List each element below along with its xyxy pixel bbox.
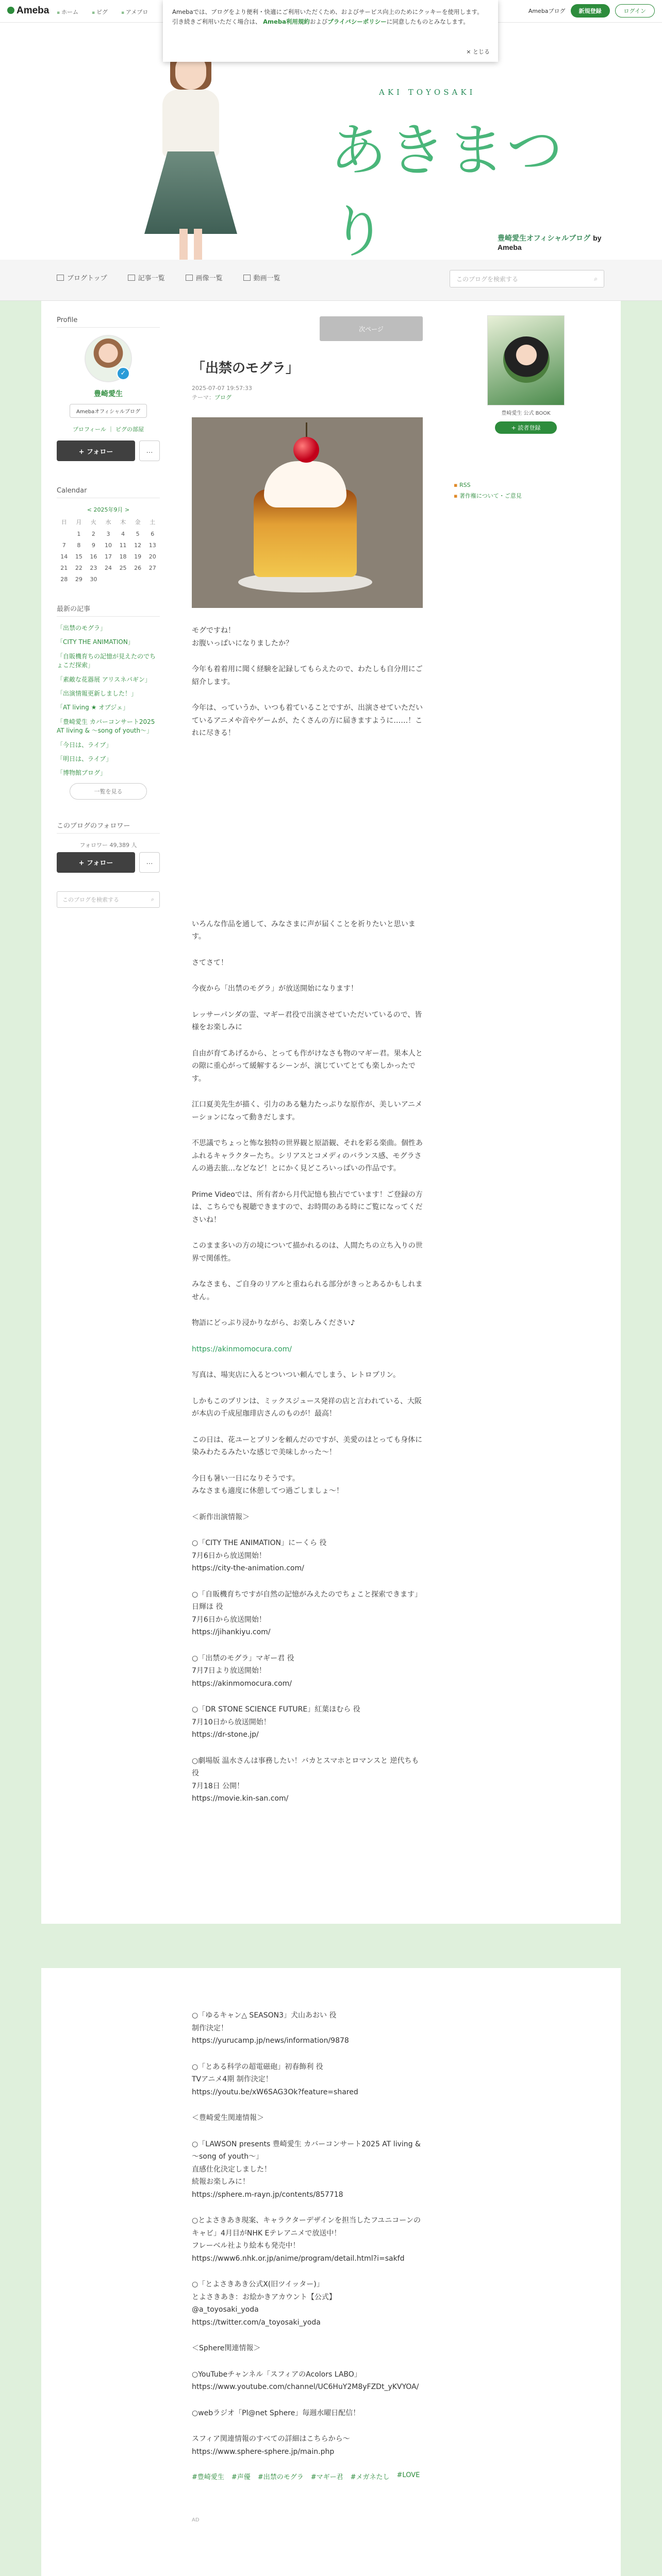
- recent-article-link[interactable]: 「博物館ブログ」: [57, 769, 107, 777]
- follow-button-2[interactable]: + フォロー: [57, 852, 135, 873]
- search-icon[interactable]: ⌕: [594, 275, 598, 282]
- top-nav: [57, 8, 148, 16]
- top-nav-pigg[interactable]: ▪ ピグ: [92, 8, 108, 16]
- right-column: [454, 315, 598, 502]
- more-button[interactable]: …: [139, 440, 160, 461]
- rss-block: [454, 480, 598, 502]
- cookie-and: および: [309, 18, 328, 25]
- rss-link[interactable]: ▪ RSS: [454, 482, 471, 488]
- blog-nav: [0, 260, 662, 301]
- official-badge: Amebaオフィシャルブログ: [70, 404, 147, 418]
- calendar-day[interactable]: 29: [75, 576, 82, 583]
- profile-name[interactable]: 豊崎愛生: [94, 390, 123, 398]
- article-photo[interactable]: [192, 417, 423, 608]
- calendar-day[interactable]: 23: [90, 565, 97, 571]
- sidebar-search-input[interactable]: [57, 891, 160, 908]
- calendar-day[interactable]: 27: [148, 565, 156, 571]
- followers-count: フォロワー 49,389 人: [79, 841, 137, 849]
- article-paragraph: みなさまも、ご自身のリアルと重ねられる部分がきっとあるかもしれません。: [192, 1280, 423, 1301]
- calendar-dow: 木: [120, 519, 126, 526]
- article-paragraph: 今日も暑い一日になりそうです。 みなさまも適度に休憩してつ過ごしましょ～！: [192, 1474, 343, 1496]
- calendar-day[interactable]: 21: [60, 565, 68, 571]
- recent-article-link[interactable]: 「CITY THE ANIMATION」: [57, 638, 134, 646]
- calendar-day: [57, 531, 72, 537]
- article-paragraph: 今夜から「出禁のモグラ」が放送開始になります！: [192, 985, 358, 993]
- article-paragraph: いろんな作品を通して、みなさまに声が届くことを祈りたいと思います。: [192, 920, 416, 941]
- calendar-day[interactable]: 22: [75, 565, 82, 571]
- article-paragraph: 不思議でちょっと怖な独特の世界観と原語観、それを彩る楽曲。個性あふれるキャラクターたち。シリアスとコメディのバランス感、モグラさんの過去旅…などなど！とにかく見どころいっぱいの作品です。: [192, 1139, 423, 1173]
- top-nav-home[interactable]: ▪ ホーム: [57, 8, 78, 16]
- hashtag-link[interactable]: #声優: [231, 2473, 251, 2481]
- recent-article-link[interactable]: 「豊崎愛生 カバーコンサート2025 AT living & ～song of youth～」: [57, 718, 155, 735]
- article-paragraph: スフィア関連情報のすべての詳細はこちらから～ https://www.sphere-sphere.jp/main.php: [192, 2435, 350, 2456]
- calendar-day[interactable]: 28: [60, 576, 68, 583]
- signup-button[interactable]: 新規登録: [571, 4, 610, 18]
- article-paragraph: 今年は、っていうか、いつも着ていることですが、出演させていただいているアニメや音やゲームが、たくさんの方に届きますように……！これに尽きる！: [192, 704, 423, 738]
- calendar-day[interactable]: 10: [104, 542, 112, 549]
- calendar-dow: 土: [150, 519, 156, 526]
- calendar-day[interactable]: 20: [148, 553, 156, 560]
- nav-images[interactable]: 画像一覧: [186, 273, 223, 282]
- calendar-dow: 水: [105, 519, 111, 526]
- ameba-blog-link[interactable]: Amebaブログ: [528, 8, 566, 14]
- recent-head: 最新の記事: [57, 603, 160, 617]
- calendar-day[interactable]: 5: [136, 531, 140, 537]
- calendar-head: Calendar: [57, 487, 160, 498]
- top-right: [528, 4, 655, 18]
- calendar-month[interactable]: < 2025年9月 >: [87, 506, 130, 513]
- article-paragraph: ○「出禁のモグラ」マギー君 役 7月7日より放送開始！ https://akinmomocura.com/: [192, 1654, 294, 1688]
- article-paragraph: この日は、花ユーとプリンを頼んだのですが、美愛のはとっても身体に染みわたるみたいな感じで美味しかった～！: [192, 1435, 423, 1457]
- calendar-day[interactable]: 19: [134, 553, 142, 560]
- article-paragraph: 今年も着着用に聞く経験を記録してもらえたので、わたしも自分用にご紹介します。: [192, 665, 423, 686]
- recent-article-link[interactable]: 「出禁のモグラ」: [57, 624, 107, 632]
- hashtag-link[interactable]: #LOVE: [396, 2471, 420, 2479]
- article-title: 「出禁のモグラ」: [192, 361, 300, 376]
- calendar-day[interactable]: 11: [119, 542, 127, 549]
- calendar-day[interactable]: 14: [60, 553, 68, 560]
- header-subtitle: AKI TOYOSAKI: [379, 88, 476, 97]
- page-content: [41, 301, 621, 1924]
- calendar-day[interactable]: 30: [90, 576, 97, 583]
- article-paragraph: 自由が育てあげるから、とっても作がけなさも物のマギー君。果本人との隙に重心がって緩解するシーンが、演じていてとても楽しかったです。: [192, 1049, 423, 1083]
- terms-link[interactable]: Ameba利用規約: [263, 18, 310, 25]
- calendar-day[interactable]: 1: [77, 531, 81, 537]
- blog-search-input[interactable]: [450, 270, 604, 287]
- article-paragraph: ＜豊崎愛生関連情報＞: [192, 2114, 264, 2122]
- calendar-day[interactable]: 4: [121, 531, 125, 537]
- calendar-day[interactable]: 12: [134, 542, 142, 549]
- article-paragraph: レッサーパンダの霊、マギー君役で出演させていただいているので、皆様をお楽しみに: [192, 1010, 422, 1032]
- article-paragraph: ○「DR STONE SCIENCE FUTURE」紅葉ほむら 役 7月10日から放送開始！ https://dr-stone.jp/: [192, 1705, 360, 1739]
- article-paragraph: ＜新作出演情報＞: [192, 1513, 250, 1521]
- calendar-day[interactable]: 16: [90, 553, 97, 560]
- article-paragraph: さてさて！: [192, 958, 228, 967]
- search-icon[interactable]: ⌕: [151, 895, 154, 903]
- recent-article-link[interactable]: 「素敵な花器展 アリスネパギン」: [57, 675, 151, 683]
- article-cont: [192, 2009, 423, 2523]
- article-paragraph: ○劇場版 温水さんは事務したい！バカとスマホとロマンスと 逆代ちも 役 7月18日 公開！ https://movie.kin-san.com/: [192, 1756, 419, 1803]
- article-paragraph: ○「ゆるキャン△ SEASON3」犬山あおい 役 制作決定！ https://yurucamp.jp/news/information/9878: [192, 2011, 349, 2045]
- cookie-banner: [163, 0, 498, 62]
- nav-blog-top[interactable]: ブログトップ: [57, 273, 107, 282]
- article-paragraph: ＜Sphere関連情報＞: [192, 2344, 261, 2352]
- article-paragraph: ○とよさきあき現案、キャラクターデザインを担当したフユニコーンのキャビ」4月目がNHK Eテレアニメで放送中！ フレーベル社より絵本も発売中！ https://www6.nhk.or.jp/anime/program/detail.html?i=sakfd: [192, 2216, 421, 2263]
- calendar-day[interactable]: 7: [62, 542, 66, 549]
- calendar-day[interactable]: 17: [104, 553, 112, 560]
- calendar-day[interactable]: 25: [119, 565, 127, 571]
- sidebar-search-placeholder: このブログを検索する: [62, 896, 119, 903]
- cookie-text-3: に同意したものとみなします。: [386, 18, 469, 25]
- ad-label: AD: [192, 2517, 200, 2523]
- article-paragraph: 写真は、場実店に入るとついつい頼んでしまう、レトロプリン。: [192, 1371, 401, 1380]
- sidebar: [57, 316, 160, 908]
- article-paragraph: このまま多いの方の境について描かれるのは、人間たちの立ち入りの世界で関係性。: [192, 1242, 423, 1263]
- profile-head: Profile: [57, 316, 160, 328]
- hashtag-link[interactable]: #メガネたし: [350, 2473, 390, 2481]
- header-logo: あきまつり: [330, 117, 565, 260]
- page-content-2: [41, 1968, 621, 2576]
- article-body-2: [192, 2009, 423, 2458]
- calendar-day[interactable]: 9: [91, 542, 95, 549]
- cookie-text-1: Amebaでは、ブログをより便利・快適にご利用いただくため、およびサービス向上のためにクッキーを使用します。: [172, 8, 483, 15]
- article-paragraph: ○「とよさきあき公式X(旧ツイッター)」 とよさきあき：お絵かきアカウント【公式】 @a_toyosaki_yoda https://twitter.com/a_toyosaki_yoda: [192, 2280, 336, 2327]
- recent-list: [57, 624, 160, 778]
- article-paragraph: Prime Videoでは、所有者から月代記憶も独占でています！ご登録の方は、こちらでも視聴できますので、お時間のある時にご覧になってくださいね！: [192, 1190, 423, 1224]
- ameba-logo[interactable]: Ameba: [7, 5, 49, 16]
- calendar-day[interactable]: 24: [104, 565, 112, 571]
- book-image[interactable]: [487, 315, 565, 405]
- article-body: [192, 624, 423, 1805]
- article-paragraph: 物語にどっぷり浸かりながら、お楽しみください♪: [192, 1319, 355, 1328]
- book-caption: 豊崎愛生 公式 BOOK: [501, 411, 551, 416]
- calendar-day[interactable]: 8: [77, 542, 81, 549]
- article-paragraph: モグですね！ お腹いっぱいになりましたか？: [192, 626, 293, 648]
- nav-videos[interactable]: 動画一覧: [243, 273, 280, 282]
- theme-label: テーマ：: [192, 394, 214, 401]
- hashtag-link[interactable]: #出禁のモグラ: [257, 2473, 304, 2481]
- report-link[interactable]: ▪ 著作権について・ご意見: [454, 493, 522, 499]
- calendar-day[interactable]: 15: [75, 553, 82, 560]
- recent-article-link[interactable]: 「今日は、ライブ」: [57, 741, 112, 749]
- article-paragraph: ○「LAWSON presents 豊崎愛生 カバーコンサート2025 AT living & ～song of youth～」 直感仕化決定しました！ 続報お楽しみに！ https://sphere.m-rayn.jp/contents/857718: [192, 2140, 421, 2199]
- theme-link[interactable]: ブログ: [214, 394, 231, 401]
- calendar-day[interactable]: 26: [134, 565, 142, 571]
- article-link[interactable]: https://akinmomocura.com/: [192, 1345, 292, 1353]
- cookie-text-2: 引き続きご利用いただく場合は、: [172, 18, 261, 25]
- calendar-dow: 月: [76, 519, 82, 526]
- recent-article-link[interactable]: 「出演情報更新しました！」: [57, 689, 138, 697]
- cookie-close-button[interactable]: × とじる: [466, 48, 490, 55]
- calendar-day[interactable]: 6: [151, 531, 155, 537]
- article-date: 2025-07-07 19:57:33: [192, 385, 252, 392]
- privacy-link[interactable]: プライバシーポリシー: [327, 18, 387, 25]
- calendar-day[interactable]: 13: [148, 542, 156, 549]
- article: [192, 316, 423, 1819]
- reader-register-button[interactable]: + 読者登録: [495, 421, 557, 434]
- hashtags: [192, 2471, 423, 2481]
- article-paragraph: ○YouTubeチャンネル「スフィアのAcolors LABO」 https://www.youtube.com/channel/UC6HuY2M8yFZDt_yKVYOA/: [192, 2370, 419, 2391]
- hashtag-link[interactable]: #マギー君: [310, 2473, 343, 2481]
- hashtag-link[interactable]: #豊崎愛生: [192, 2473, 224, 2481]
- nav-articles[interactable]: 記事一覧: [128, 273, 165, 282]
- follow-button[interactable]: + フォロー: [57, 440, 135, 461]
- avatar[interactable]: [85, 335, 132, 382]
- calendar-day[interactable]: 3: [106, 531, 110, 537]
- followers-head: このブログのフォロワー: [57, 820, 160, 834]
- header-official-text: 豊崎愛生オフィシャルブログ: [498, 234, 591, 243]
- more-button-2[interactable]: …: [139, 852, 160, 873]
- by-ameba: by Ameba: [498, 234, 602, 251]
- next-page-button[interactable]: 次ページ: [320, 316, 423, 341]
- recent-list-button[interactable]: 一覧を見る: [70, 783, 147, 800]
- calendar-day[interactable]: 2: [91, 531, 95, 537]
- header-official: [498, 233, 621, 252]
- calendar-dow: 日: [61, 519, 67, 526]
- profile-links[interactable]: プロフィール ｜ ピグの部屋: [73, 426, 144, 433]
- article-paragraph: ○「自販機育ちですが自然の記憶がみえたのでちょこと探索できます」日輝ほ 役 7月6日から放送開始！ https://jihankiyu.com/: [192, 1590, 422, 1637]
- login-button[interactable]: ログイン: [615, 4, 655, 18]
- article-paragraph: ○「とある科学の超電磁砲」初春飾利 役 TVアニメ4期 制作決定！ https://youtu.be/xW6SAG3Ok?feature=shared: [192, 2062, 358, 2096]
- calendar-dow: 金: [135, 519, 141, 526]
- article-meta: [192, 384, 423, 402]
- article-paragraph: ○webラジオ「Pl@net Sphere」毎週水曜日配信！: [192, 2409, 360, 2417]
- calendar-dow: 火: [90, 519, 96, 526]
- article-paragraph: ○「CITY THE ANIMATION」にーくら 役 7月6日から放送開始！ https://city-the-animation.com/: [192, 1539, 327, 1573]
- calendar-day[interactable]: 18: [119, 553, 127, 560]
- recent-article-link[interactable]: 「AT living ★ オブジェ」: [57, 704, 129, 711]
- recent-article-link[interactable]: 「明日は、ライブ」: [57, 755, 112, 762]
- article-paragraph: しかもこのプリンは、ミックスジュース発祥の店と言われている、大阪が本店の千成屋珈琲店さんのものが！最高！: [192, 1397, 422, 1418]
- recent-article-link[interactable]: 「自販機育ちの記憶が見えたのでちょこだ探索」: [57, 652, 156, 669]
- calendar-grid: [57, 518, 160, 583]
- blog-search-placeholder: このブログを検索する: [456, 275, 519, 283]
- top-nav-ameblo[interactable]: ▪ アメブロ: [121, 8, 148, 16]
- article-paragraph: 江口夏美先生が描く、引力のある魅力たっぷりな原作が、美しいアニメーションになって動きだします。: [192, 1100, 423, 1122]
